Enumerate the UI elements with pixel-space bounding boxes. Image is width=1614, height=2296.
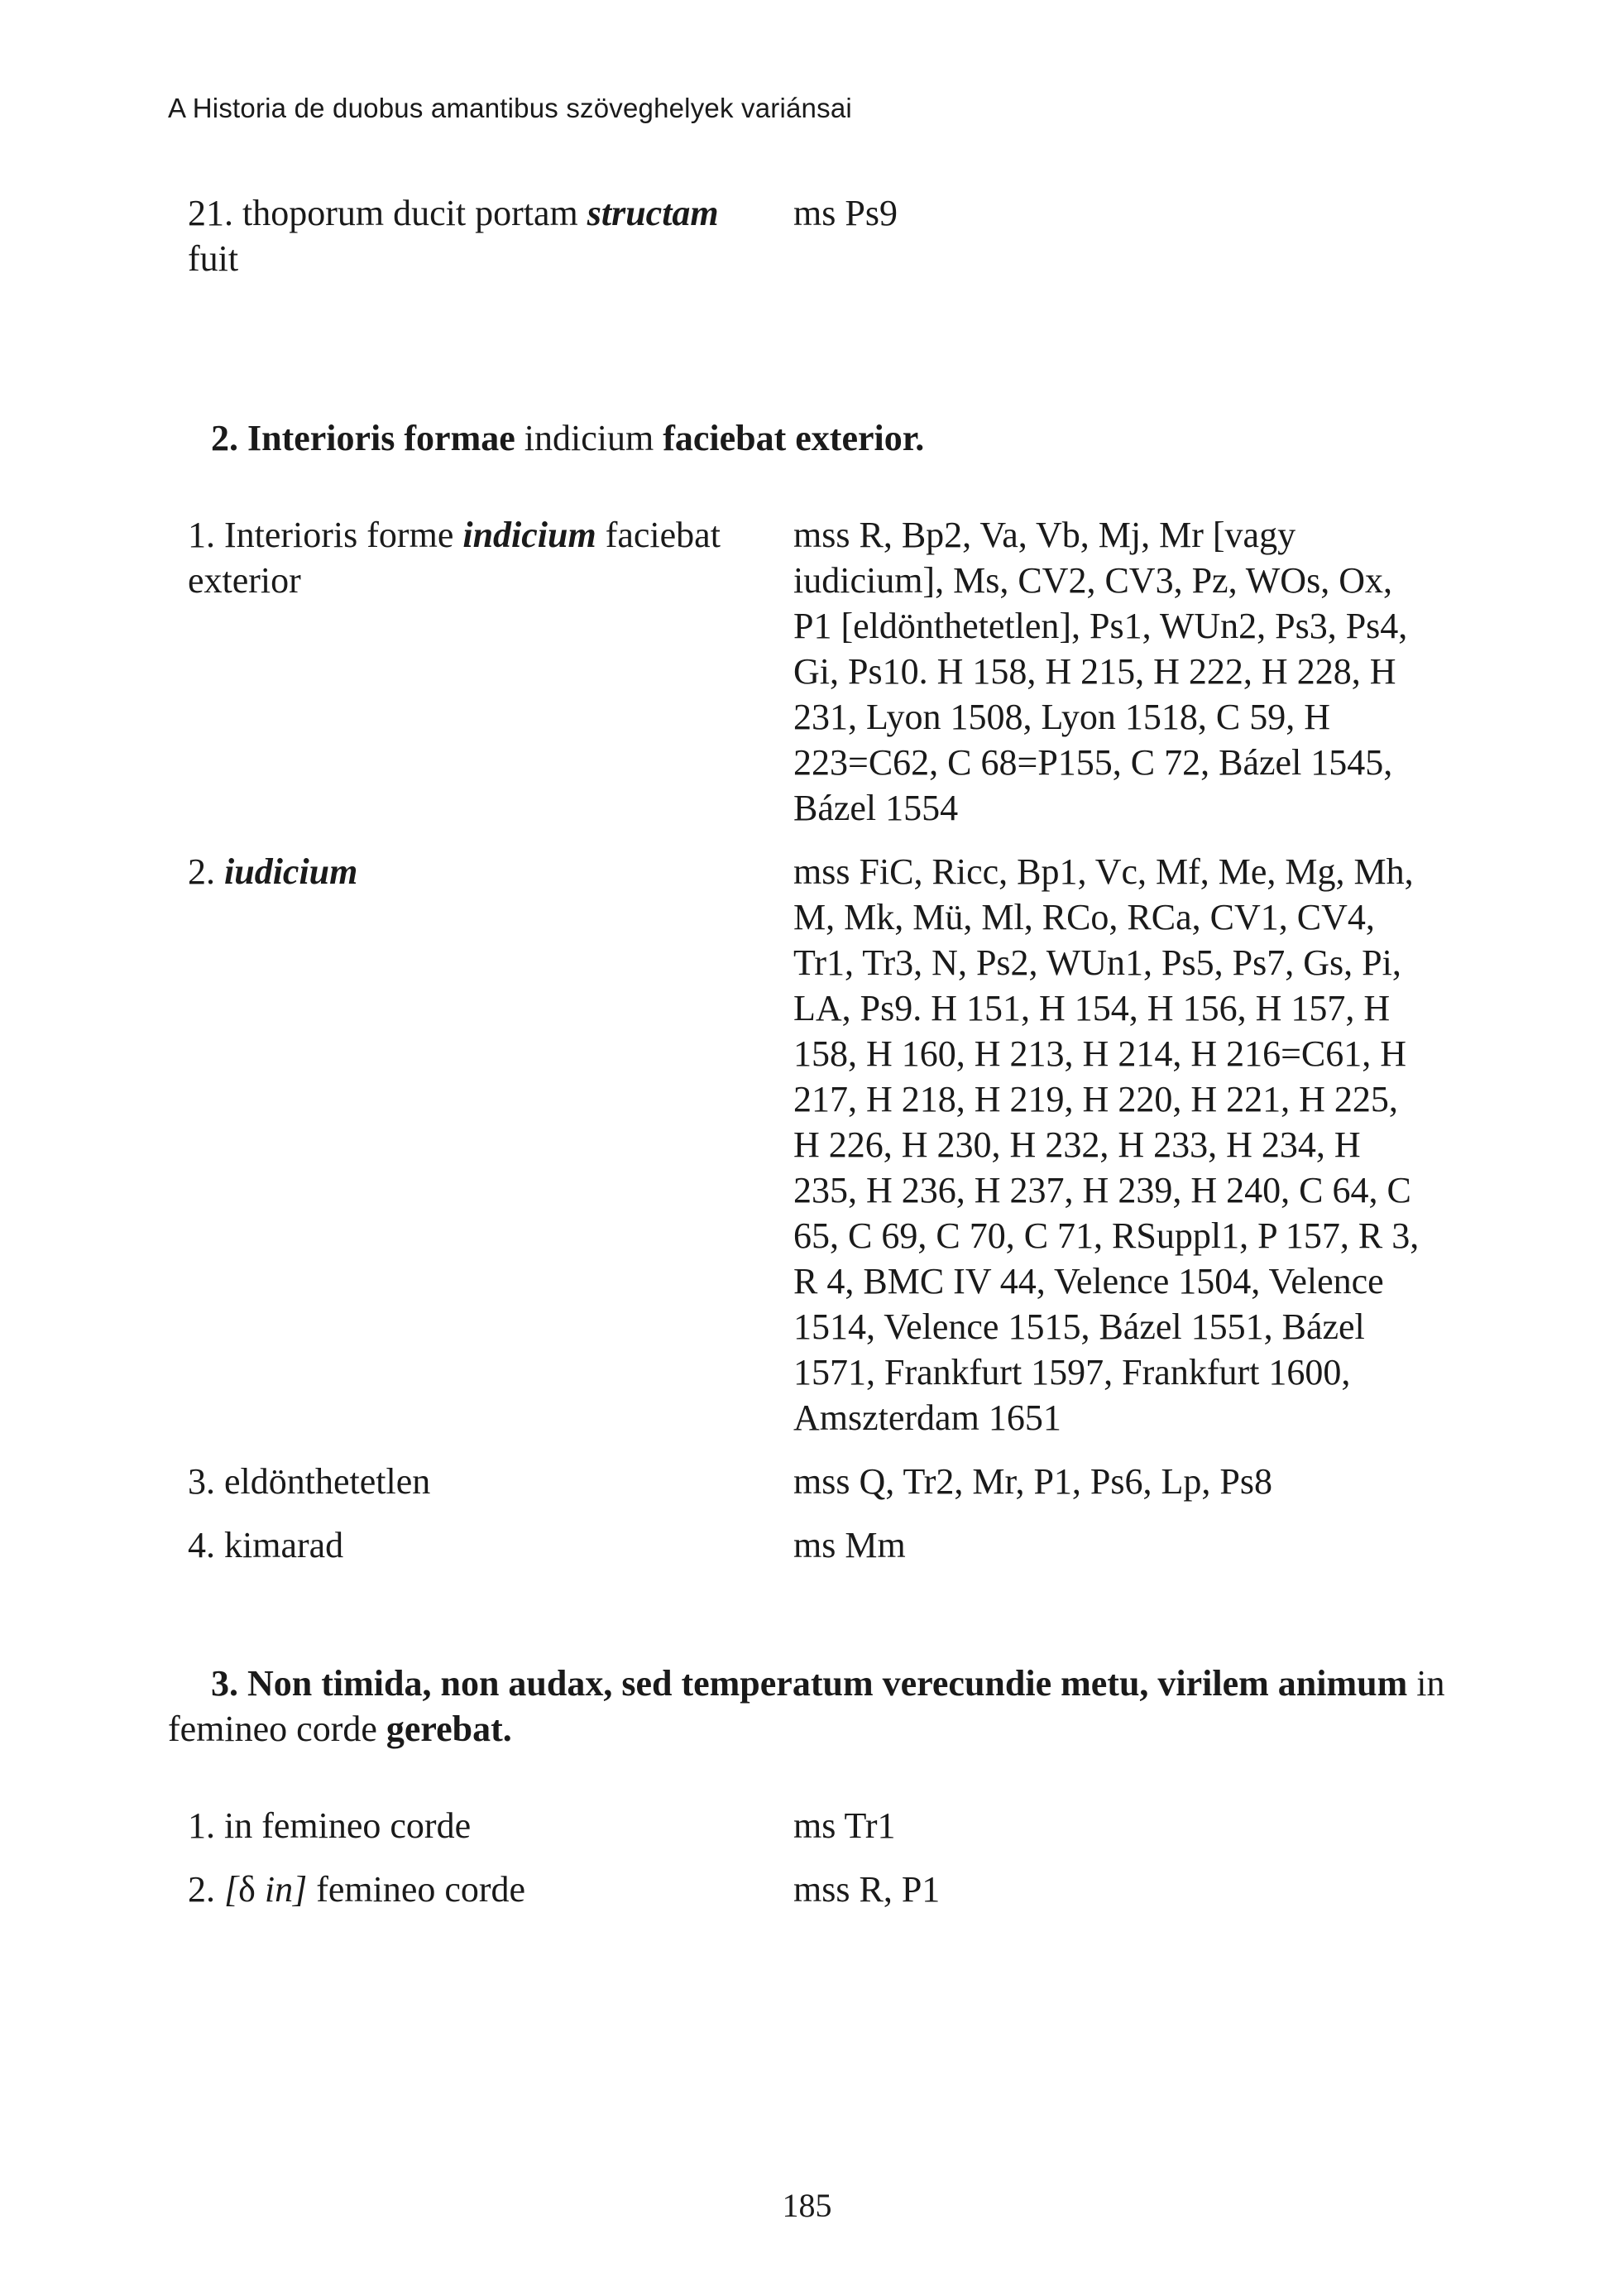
section-heading-2 <box>168 415 1458 461</box>
variant-emphasis: indicium <box>462 515 596 555</box>
variant-reading <box>168 1867 793 1912</box>
section-number: 3. <box>211 1663 238 1704</box>
variant-entry <box>168 512 1458 831</box>
variant-reading <box>168 1522 793 1568</box>
variant-reading <box>168 1459 793 1504</box>
variant-number: 1. <box>188 515 215 555</box>
section-heading-3 <box>168 1661 1458 1752</box>
variant-delta: δ <box>238 1869 256 1910</box>
section-bold-text: faciebat exterior. <box>663 418 925 458</box>
variant-entry <box>168 1867 1458 1912</box>
variant-text: Interioris forme <box>224 515 454 555</box>
variant-entry <box>168 849 1458 1440</box>
section-number: 2. <box>211 418 238 458</box>
variant-number: 1. <box>188 1805 215 1846</box>
variant-emphasis: structam <box>587 193 719 233</box>
section-normal-text: indicium <box>524 418 654 458</box>
variant-bracket: ] <box>293 1869 308 1910</box>
variant-number: 3. <box>188 1461 215 1502</box>
variant-entry-21 <box>168 190 1458 281</box>
variant-sources: mss FiC, Ricc, Bp1, Vc, Mf, Me, Mg, Mh, M, Mk, Mü, Ml, RCo, RCa, CV1, CV4, Tr1, Tr3, N, Ps2, WUn1, Ps5, Ps7, Gs, Pi, LA, Ps9. H 151, H 154, H 156, H 157, H 158, H 160, H 213, H 214, H 216=C61, H 217, H 218, H 219, H 220, H 221, H 225, H 226, H 230, H 232, H 233, H 234, H 235, H 236, H 237, H 239, H 240, C 64, C 65, C 69, C 70, C 71, RSuppl1, P 157, R 3, R 4, BMC IV 44, Velence 1504, Velence 1514, Velence 1515, Bázel 1551, Bázel 1571, Frankfurt 1597, Frankfurt 1600, Amszterdam 1651 <box>793 851 1420 1438</box>
variant-text: eldönthetetlen <box>224 1461 431 1502</box>
variant-text: in femineo corde <box>224 1805 472 1846</box>
section-normal-text: in femineo corde <box>168 1663 1445 1749</box>
page-content <box>168 190 1458 1930</box>
variant-number: 4. <box>188 1525 215 1565</box>
variant-reading <box>168 1803 793 1848</box>
variant-number: 2. <box>188 1869 215 1910</box>
variant-text: faciebat exterior <box>188 515 721 601</box>
variant-number: 2. <box>188 851 215 892</box>
variant-text: thoporum ducit portam <box>242 193 578 233</box>
running-head: A Historia de duobus amantibus szöveghelyek variánsai <box>168 93 852 123</box>
variant-entry <box>168 1522 1458 1568</box>
variant-reading <box>168 849 793 1440</box>
variant-sources: mss R, P1 <box>793 1869 941 1910</box>
variant-sources: mss R, Bp2, Va, Vb, Mj, Mr [vagy iudicium], Ms, CV2, CV3, Pz, WOs, Ox, P1 [eldönthetetlen], Ps1, WUn2, Ps3, Ps4, Gi, Ps10. H 158, H 215, H 222, H 228, H 231, Lyon 1508, Lyon 1518, C 59, H 223=C62, C 68=P155, C 72, Bázel 1545, Bázel 1554 <box>793 515 1408 828</box>
page-number: 185 <box>782 2187 832 2224</box>
variant-entry <box>168 1459 1458 1504</box>
variant-text: kimarad <box>224 1525 344 1565</box>
variant-sources: ms Tr1 <box>793 1805 896 1846</box>
variant-text-cont: fuit <box>188 238 239 279</box>
variant-bracket: [ <box>224 1869 239 1910</box>
variant-text: femineo corde <box>316 1869 526 1910</box>
variant-sources: ms Ps9 <box>793 193 898 233</box>
section-bold-text: Non timida, non audax, sed temperatum verecundie metu, virilem animum <box>247 1663 1408 1704</box>
section-bold-text: Interioris formae <box>247 418 515 458</box>
variant-sources: ms Mm <box>793 1525 906 1565</box>
variant-emphasis: iudicium <box>224 851 358 892</box>
variant-reading <box>168 512 793 831</box>
section-bold-text: gerebat. <box>386 1709 512 1749</box>
variant-sources: mss Q, Tr2, Mr, P1, Ps6, Lp, Ps8 <box>793 1461 1272 1502</box>
variant-entry <box>168 1803 1458 1848</box>
variant-number: 21. <box>188 193 233 233</box>
variant-reading <box>168 190 793 281</box>
variant-emphasis: in <box>264 1869 294 1910</box>
